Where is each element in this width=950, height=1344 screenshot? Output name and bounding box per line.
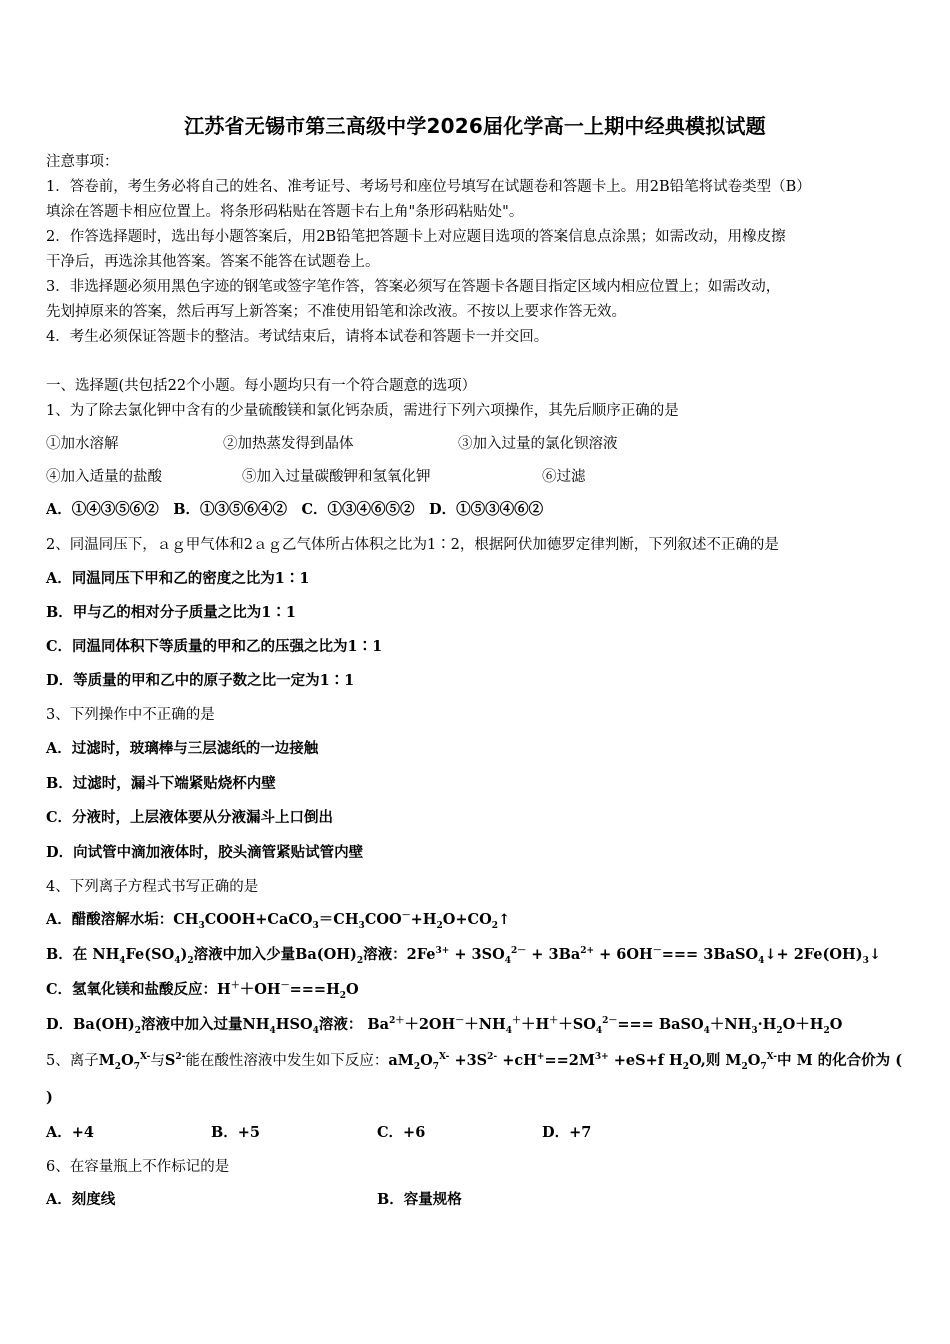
q5-eq-part-3: +cH — [497, 1052, 537, 1069]
notice-line-7: 4．考生必须保证答题卡的整洁。考试结束后，请将本试卷和答题卡一并交回。 — [46, 329, 549, 345]
q2-option-a: A．同温同压下甲和乙的密度之比为1∶1 — [46, 570, 310, 587]
q5-option-c: C．+6 — [377, 1124, 426, 1141]
q5-stem-text-1: 5、离子 — [46, 1053, 99, 1069]
q1-op-2: ②加热蒸发得到晶体 — [223, 436, 354, 452]
q1-op-5: ⑤加入过量碳酸钾和氢氧化钾 — [242, 469, 431, 485]
q4-option-a: A．醋酸溶解水垢：$CH_3COOH+CaCO_3=CH_3COO^-+H_2O+CO_2↑$ — [46, 911, 511, 931]
q3-option-d: D．向试管中滴加液体时，胶头滴管紧贴试管内壁 — [46, 844, 364, 861]
q1-stem: 1、为了除去氯化钾中含有的少量硫酸镁和氯化钙杂质，需进行下列六项操作，其先后顺序正确的是 — [46, 403, 679, 419]
notice-line-5: 3．非选择题必须用黑色字迹的钢笔或签字笔作答，答案必须写在答题卡各题目指定区域内相应位置上；如需改动， — [46, 279, 781, 295]
q1-op-3: ③加入过量的氯化钡溶液 — [458, 436, 618, 452]
q5-stem-text-4: 中 M 的化合价为 ( — [777, 1052, 903, 1069]
q2-option-d: D．等质量的甲和乙中的原子数之比一定为1∶1 — [46, 672, 355, 689]
q5-stem-text-2: 与 — [150, 1053, 165, 1069]
q5-option-d: D．+7 — [542, 1124, 592, 1141]
q4-stem: 4、下列离子方程式书写正确的是 — [46, 879, 259, 895]
q4-option-d-text-1: 溶液中加入过量 — [141, 1016, 243, 1033]
q6-stem: 6、在容量瓶上不作标记的是 — [46, 1159, 230, 1175]
q5-eq-part-1: aM — [388, 1052, 414, 1069]
q5-option-a: A．+4 — [46, 1124, 94, 1141]
q4-option-b: B．在 $NH_4Fe(SO_4)_2$溶液中加入少量$Ba(OH)_2$溶液：$2Fe^{3+} + 3SO_4^{2-} + 3Ba^{2+} + 6OH^-===$ 3BaSO$_4$↓+ $2Fe(OH)_3↓$ — [46, 946, 881, 966]
q3-option-a: A．过滤时，玻璃棒与三层滤纸的一边接触 — [46, 740, 319, 757]
q3-option-b: B．过滤时，漏斗下端紧贴烧杯内壁 — [46, 775, 276, 792]
q4-option-b-text-2: 溶液： — [363, 946, 407, 963]
q1-op-6: ⑥过滤 — [542, 469, 586, 485]
q2-option-c: C．同温同体积下等质量的甲和乙的压强之比为1∶1 — [46, 638, 383, 655]
notice-line-3: 2．作答选择题时，选出每小题答案后，用2B铅笔把答题卡上对应题目选项的答案信息点涂黑；如需改动，用橡皮擦 — [46, 229, 786, 245]
q2-option-b: B．甲与乙的相对分子质量之比为1∶1 — [46, 604, 296, 621]
q5-stem-text-3: 能在酸性溶液中发生如下反应： — [185, 1053, 389, 1069]
q4-option-d-text-2: 溶液： — [318, 1016, 363, 1033]
q5-eq-part-6: O,则 — [689, 1052, 721, 1069]
section-heading: 一、选择题(共包括22个小题。每小题均只有一个符合题意的选项） — [46, 378, 477, 394]
q5-eq-part-4: ==2M — [544, 1052, 595, 1069]
q1-op-1: ①加水溶解 — [46, 436, 119, 452]
q5-eq-part-5: +eS+f H — [608, 1052, 683, 1069]
notice-line-2: 填涂在答题卡相应位置上。将条形码粘贴在答题卡右上角"条形码粘贴处"。 — [46, 204, 524, 220]
q5-stem: 5、离子$M_2O_7^{X-}$与$S^{2-}$能在酸性溶液中发生如下反应：$aM_2O_7^{X-} +3S^{2-} +cH^+==2M^{3+} +eS+f$ $H_2O$,则 $M_2O_7^{X-}$中 M 的化合价为 ( — [46, 1052, 903, 1072]
q5-stem-close: ) — [46, 1089, 53, 1106]
notice-line-1: 1．答卷前，考生务必将自己的姓名、准考证号、考场号和座位号填写在试题卷和答题卡上。用2B铅笔将试卷类型（B） — [46, 179, 811, 195]
q4-option-a-label: A．醋酸溶解水垢： — [46, 911, 174, 928]
q1-op-4: ④加入适量的盐酸 — [46, 469, 162, 485]
q4-option-c: C．氢氧化镁和盐酸反应：$H^++OH^-===H_2O$ — [46, 981, 359, 1001]
q4-option-b-text-1: 溶液中加入少量 — [193, 946, 296, 963]
q4-option-d: D．$Ba(OH)_2$溶液中加入过量$NH_4HSO_4$溶液： $Ba^{2+}+2OH^-+NH_4^++H^++SO_4^{2-}===$ $BaSO_4+NH_3\cdot H_2O+H_2O$ — [46, 1016, 843, 1036]
q2-stem: 2、同温同压下，ａｇ甲气体和2ａｇ乙气体所占体积之比为1∶2，根据阿伏加德罗定律判断，下列叙述不正确的是 — [46, 537, 779, 553]
notice-line-6: 先划掉原来的答案，然后再写上新答案；不准使用铅笔和涂改液。不按以上要求作答无效。 — [46, 304, 626, 320]
q3-stem: 3、下列操作中不正确的是 — [46, 707, 215, 723]
q3-option-c: C．分液时，上层液体要从分液漏斗上口倒出 — [46, 809, 334, 826]
q5-eq-part-2: +3S — [449, 1052, 488, 1069]
q5-option-b: B．+5 — [211, 1124, 260, 1141]
q1-options: A．①④③⑤⑥② B．①③⑤⑥④② C．①③④⑥⑤② D．①⑤③④⑥② — [46, 501, 544, 518]
q4-option-b-label: B．在 — [46, 946, 88, 963]
page-title: 江苏省无锡市第三高级中学2026届化学高一上期中经典模拟试题 — [184, 114, 766, 138]
q4-option-c-label: C．氢氧化镁和盐酸反应： — [46, 981, 218, 998]
q6-option-b: B．容量规格 — [377, 1191, 462, 1208]
notice-heading: 注意事项： — [46, 154, 119, 170]
q4-option-d-label: D． — [46, 1016, 74, 1033]
notice-line-4: 干净后，再选涂其他答案。答案不能答在试题卷上。 — [46, 254, 380, 270]
q6-option-a: A．刻度线 — [46, 1191, 116, 1208]
